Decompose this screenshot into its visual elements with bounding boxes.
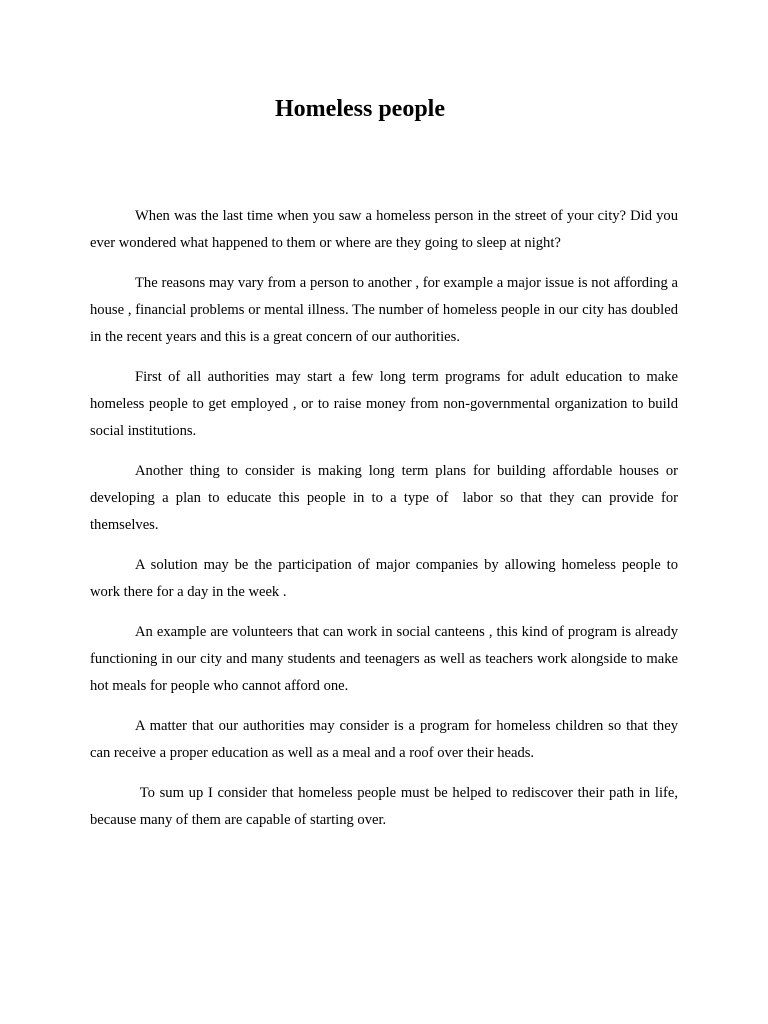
paragraph-8: To sum up I consider that homeless people must be helped to rediscover their path in life, because many of them are capable of starting over. [90,785,682,828]
paragraph-2: The reasons may vary from a person to another , for example a major issue is not affording a house , financial problems or mental illness. The number of homeless people in our city has doubled in the recent years and this is a great concern of our authorities. [90,275,682,345]
paragraph-6: An example are volunteers that can work in social canteens , this kind of program is already functioning in our city and many students and teenagers as well as teachers work alongside to make hot meals for people who cannot afford one. [90,624,682,694]
paragraph-5: A solution may be the participation of major companies by allowing homeless people to work there for a day in the week . [90,557,682,600]
paragraph-4: Another thing to consider is making long term plans for building affordable houses or developing a plan to educate this people in to a type of labor so that they can provide for themselves. [90,463,682,533]
paragraph-3: First of all authorities may start a few long term programs for adult education to make homeless people to get employed , or to raise money from non-governmental organization to build social institutions. [90,369,682,439]
page-title: Homeless people [275,96,445,122]
document-body [90,203,682,847]
paragraph-7: A matter that our authorities may consider is a program for homeless children so that they can receive a proper education as well as a meal and a roof over their heads. [90,718,682,761]
paragraph-1: When was the last time when you saw a homeless person in the street of your city? Did you ever wondered what happened to them or where are they going to sleep at night? [90,208,682,251]
